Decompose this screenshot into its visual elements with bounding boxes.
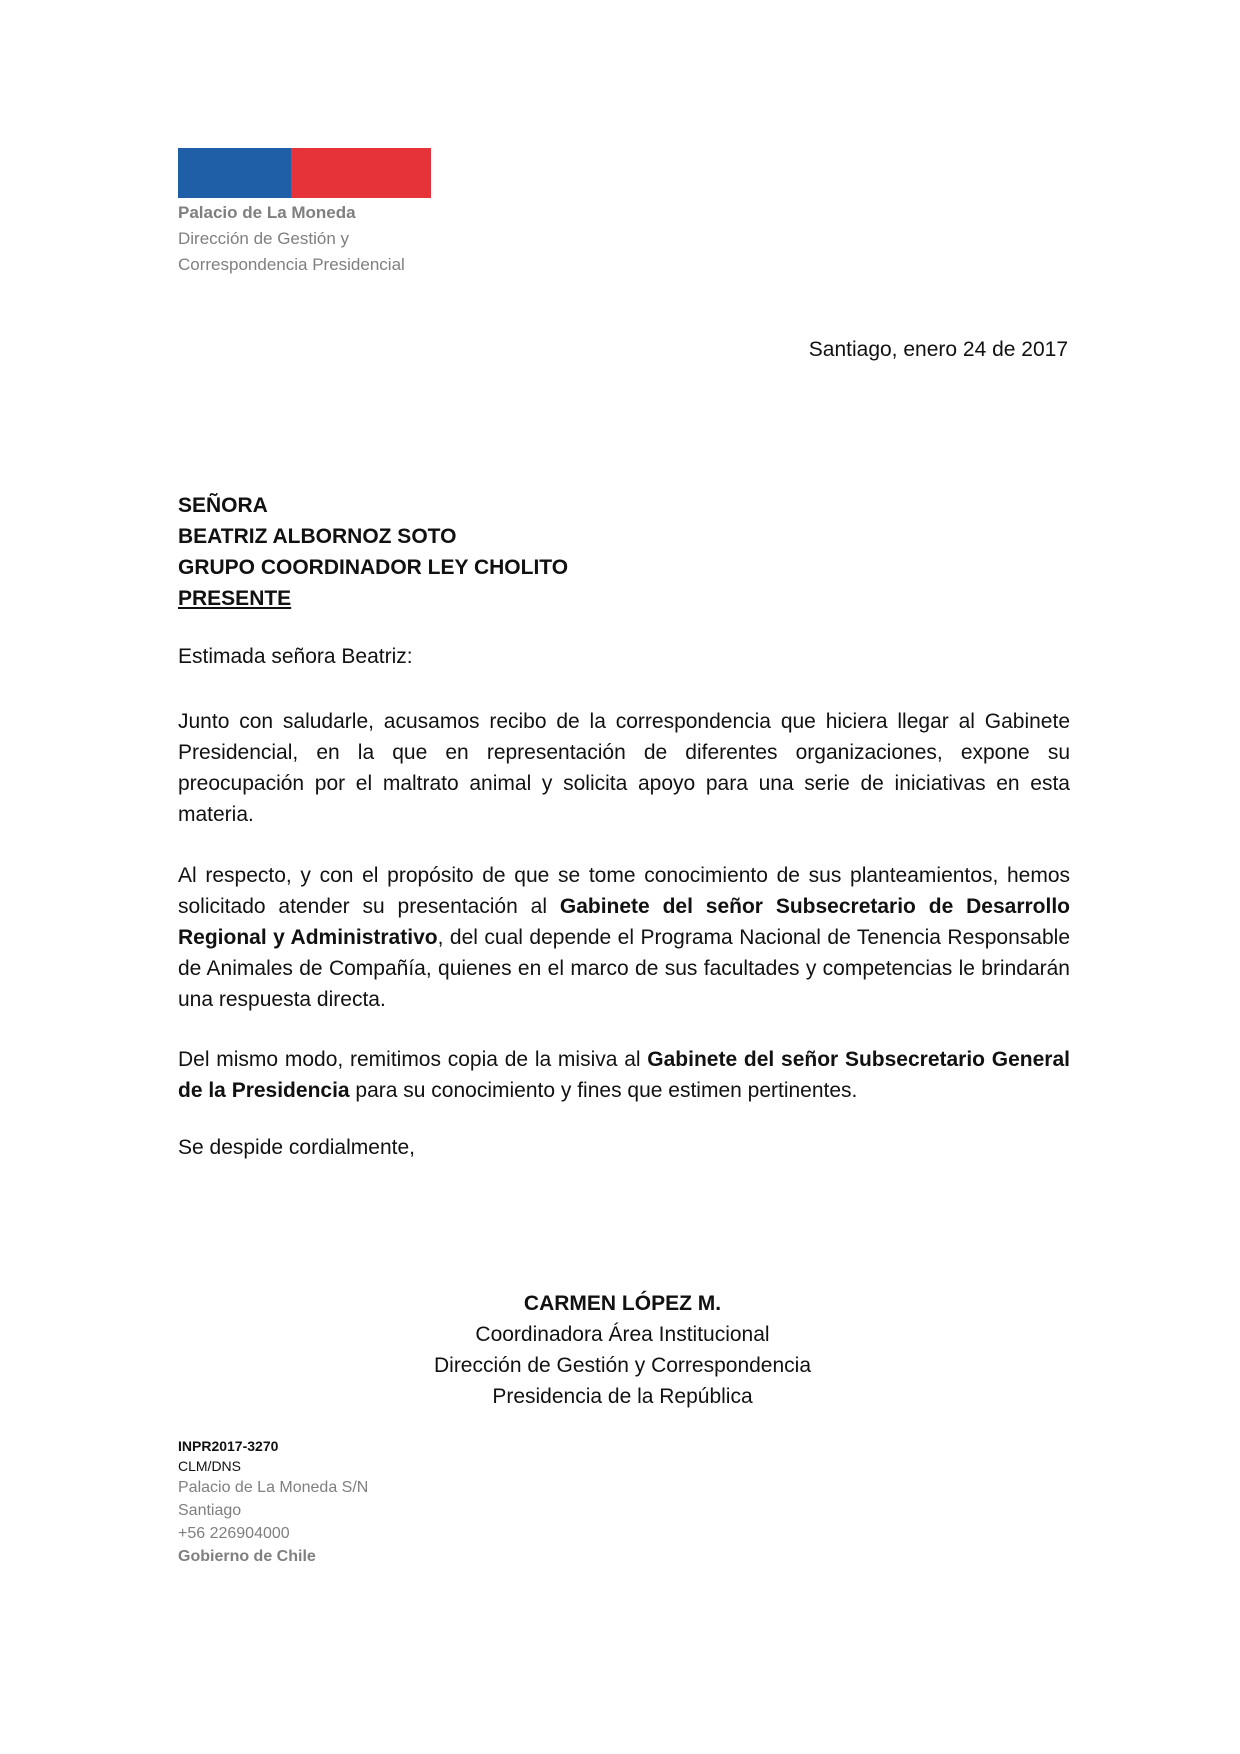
paragraph-3	[178, 1044, 1070, 1106]
paragraph-2-text-a: Al respecto, y con el propósito de que se tome conocimiento de sus planteamientos, hemos solicitado atender su presentación al	[178, 864, 1070, 918]
institution-line-3: Correspondencia Presidencial	[178, 255, 405, 274]
footer-city: Santiago	[178, 1502, 242, 1519]
institution-line-2: Dirección de Gestión y	[178, 229, 350, 248]
institution-header	[178, 200, 405, 278]
recipient-block	[178, 490, 568, 614]
closing: Se despide cordialmente,	[178, 1136, 415, 1159]
paragraph-2-text-b: , del cual depende el Programa Nacional de Tenencia Responsable de Animales de Compañía, quienes en el marco de sus facultades y competencias le brindarán una respuesta directa.	[178, 926, 1070, 1011]
flag-red-band	[291, 148, 431, 198]
salutation: Estimada señora Beatriz:	[178, 645, 413, 668]
signer-role: Coordinadora Área Institucional	[475, 1323, 770, 1346]
paragraph-3-bold: Gabinete del señor Subsecretario General de la Presidencia	[178, 1048, 1070, 1102]
reference-number: INPR2017-3270	[178, 1438, 279, 1454]
signer-name: CARMEN LÓPEZ M.	[523, 1292, 722, 1315]
letter-date: Santiago, enero 24 de 2017	[808, 338, 1068, 361]
footer-phone: +56 226904000	[178, 1525, 290, 1542]
signer-office: Presidencia de la República	[492, 1385, 753, 1408]
paragraph-3-text-a: Del mismo modo, remitimos copia de la misiva al	[178, 1048, 648, 1071]
flag-blue-band	[178, 148, 291, 198]
paragraph-2-bold: Gabinete del señor Subsecretario de Desarrollo Regional y Administrativo	[178, 895, 1070, 949]
recipient-name: BEATRIZ ALBORNOZ SOTO	[178, 525, 457, 548]
footer-address: Palacio de La Moneda S/N	[178, 1479, 369, 1496]
footer-block	[178, 1436, 368, 1568]
recipient-organization: GRUPO COORDINADOR LEY CHOLITO	[178, 556, 569, 579]
recipient-title: SEÑORA	[178, 494, 268, 517]
recipient-presente: PRESENTE	[178, 587, 292, 610]
signer-department: Dirección de Gestión y Correspondencia	[433, 1354, 812, 1377]
signature-block	[400, 1288, 845, 1412]
reference-initials: CLM/DNS	[178, 1458, 242, 1474]
paragraph-3-text-b: para su conocimiento y fines que estimen pertinentes.	[349, 1079, 858, 1102]
chile-government-flag-logo	[178, 148, 431, 198]
institution-line-1: Palacio de La Moneda	[178, 203, 356, 222]
footer-government: Gobierno de Chile	[178, 1548, 316, 1565]
paragraph-1: Junto con saludarle, acusamos recibo de la correspondencia que hiciera llegar al Gabinete Presidencial, en la que en representación de diferentes organizaciones, expone su preocupación por el maltrato animal y solicita apoyo para una serie de iniciativas en esta materia.	[178, 710, 1070, 826]
paragraph-2	[178, 860, 1070, 1015]
